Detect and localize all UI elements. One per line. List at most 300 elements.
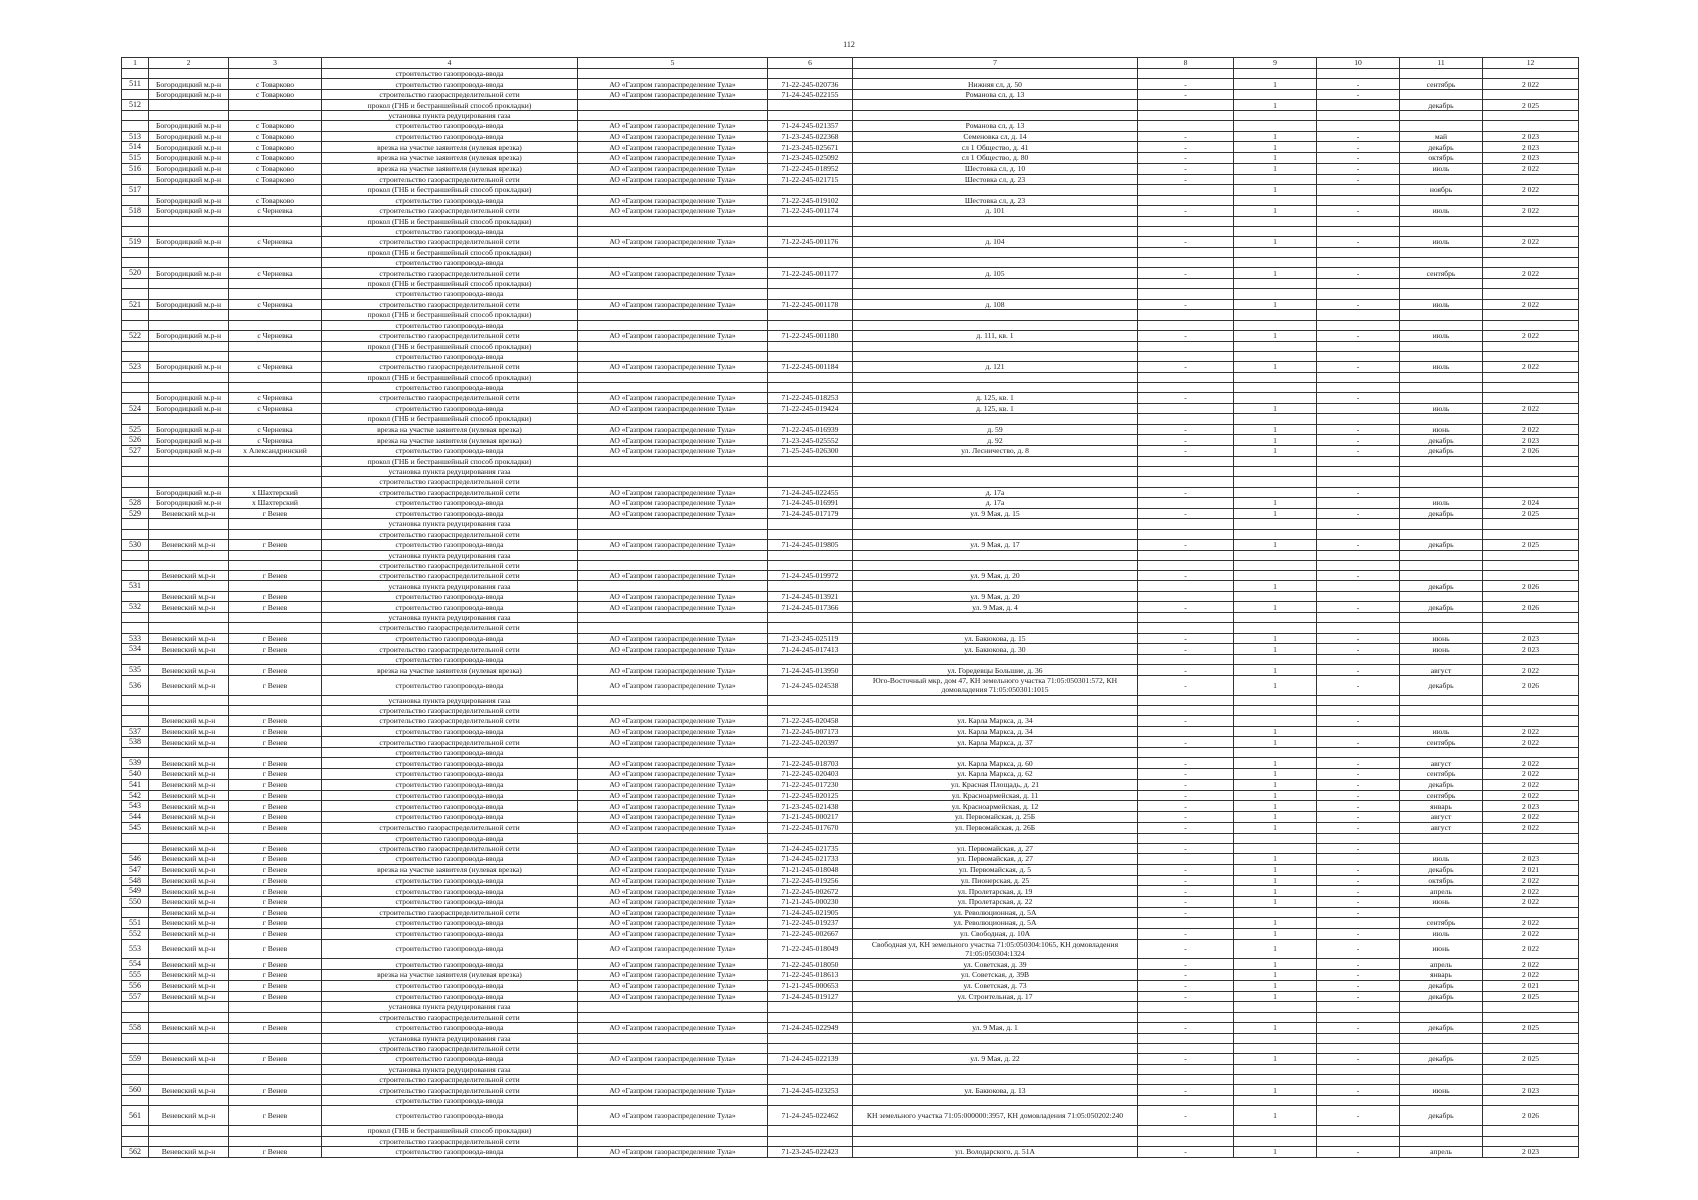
table-row — [122, 1064, 1579, 1074]
table-row — [122, 519, 1579, 529]
cell-col-6 — [768, 341, 853, 351]
cell-col-3 — [229, 1002, 322, 1012]
cell-col-7 — [853, 613, 1138, 623]
cell-col-8 — [1138, 529, 1234, 539]
cell-col-11 — [1400, 550, 1483, 560]
cell-col-2 — [149, 226, 229, 236]
cell-col-2: Веневский м.р-н — [149, 769, 229, 780]
table-row — [122, 928, 1579, 939]
cell-col-3: г Венев — [229, 918, 322, 929]
cell-col-2: Веневский м.р-н — [149, 801, 229, 812]
cell-col-2 — [149, 216, 229, 226]
cell-col-1: 519 — [122, 237, 149, 248]
cell-col-4: строительство газораспределительной сети — [322, 560, 578, 570]
cell-col-11: июль — [1400, 928, 1483, 939]
cell-col-1 — [122, 195, 149, 205]
table-row — [122, 163, 1579, 174]
cell-col-4: строительство газопровода-ввода — [322, 801, 578, 812]
cell-col-9 — [1234, 1043, 1317, 1053]
cell-col-5 — [578, 623, 768, 633]
table-row — [122, 320, 1579, 330]
cell-col-2: Богородицкий м.р-н — [149, 330, 229, 341]
cell-col-1 — [122, 383, 149, 393]
cell-col-10 — [1317, 320, 1400, 330]
table-row — [122, 467, 1579, 477]
cell-col-5: АО «Газпром газораспределение Тула» — [578, 864, 768, 875]
cell-col-10: - — [1317, 1085, 1400, 1096]
cell-col-9 — [1234, 1136, 1317, 1146]
cell-col-8 — [1138, 695, 1234, 705]
cell-col-4: строительство газопровода-ввода — [322, 1096, 578, 1106]
cell-col-7: д. 121 — [853, 362, 1138, 373]
cell-col-7: Шестовка сл, д. 23 — [853, 195, 1138, 205]
cell-col-7: д. 59 — [853, 424, 1138, 435]
cell-col-9 — [1234, 174, 1317, 184]
cell-col-3 — [229, 695, 322, 705]
cell-col-3: с Товарково — [229, 195, 322, 205]
cell-col-7: ул. Первомайская, д. 5 — [853, 864, 1138, 875]
cell-col-8: - — [1138, 602, 1234, 613]
cell-col-8 — [1138, 1043, 1234, 1053]
cell-col-8: - — [1138, 487, 1234, 497]
cell-col-2 — [149, 550, 229, 560]
cell-col-3: г Венев — [229, 970, 322, 981]
table-row — [122, 613, 1579, 623]
cell-col-3 — [229, 226, 322, 236]
cell-col-6 — [768, 1136, 853, 1146]
cell-col-8 — [1138, 1064, 1234, 1074]
cell-col-9 — [1234, 289, 1317, 299]
cell-col-12 — [1483, 174, 1579, 184]
cell-col-6: 71-23-245-021438 — [768, 801, 853, 812]
cell-col-11 — [1400, 351, 1483, 361]
cell-col-8: - — [1138, 571, 1234, 581]
cell-col-12: 2 026 — [1483, 446, 1579, 457]
cell-col-4: установка пункта редуцирования газа — [322, 111, 578, 121]
table-row — [122, 769, 1579, 780]
table-row — [122, 655, 1579, 665]
table-row — [122, 970, 1579, 981]
cell-col-9 — [1234, 748, 1317, 758]
cell-col-7 — [853, 623, 1138, 633]
cell-col-4: прокол (ГНБ и бестраншейный способ прокладки) — [322, 1126, 578, 1136]
cell-col-7: ул. Революционная, д. 5А — [853, 907, 1138, 917]
cell-col-4: строительство газопровода-ввода — [322, 1054, 578, 1065]
cell-col-2: Веневский м.р-н — [149, 970, 229, 981]
cell-col-11: декабрь — [1400, 446, 1483, 457]
cell-col-2: Веневский м.р-н — [149, 1146, 229, 1157]
cell-col-7: ул. 9 Мая, д. 1 — [853, 1022, 1138, 1033]
cell-col-11: январь — [1400, 801, 1483, 812]
cell-col-10 — [1317, 497, 1400, 508]
cell-col-4: строительство газопровода-ввода — [322, 258, 578, 268]
cell-col-3 — [229, 550, 322, 560]
cell-col-12: 2 022 — [1483, 928, 1579, 939]
cell-col-1 — [122, 456, 149, 466]
cell-col-8 — [1138, 351, 1234, 361]
cell-col-11: декабрь — [1400, 435, 1483, 446]
cell-col-9 — [1234, 1126, 1317, 1136]
cell-col-8 — [1138, 560, 1234, 570]
cell-col-8: - — [1138, 205, 1234, 216]
cell-col-11: июнь — [1400, 633, 1483, 644]
cell-col-7 — [853, 655, 1138, 665]
cell-col-7 — [853, 320, 1138, 330]
cell-col-5 — [578, 477, 768, 487]
cell-col-2: Веневский м.р-н — [149, 592, 229, 602]
cell-col-10: - — [1317, 1022, 1400, 1033]
cell-col-8: - — [1138, 779, 1234, 790]
cell-col-12 — [1483, 487, 1579, 497]
cell-col-10 — [1317, 1012, 1400, 1022]
cell-col-8 — [1138, 1012, 1234, 1022]
cell-col-5: АО «Газпром газораспределение Тула» — [578, 716, 768, 726]
cell-col-6 — [768, 1126, 853, 1136]
cell-col-10: - — [1317, 769, 1400, 780]
cell-col-1: 556 — [122, 980, 149, 991]
cell-col-12: 2 025 — [1483, 1022, 1579, 1033]
cell-col-9: 1 — [1234, 539, 1317, 550]
cell-col-12 — [1483, 1096, 1579, 1106]
table-row — [122, 216, 1579, 226]
cell-col-3: г Венев — [229, 676, 322, 696]
cell-col-12 — [1483, 289, 1579, 299]
cell-col-6: 71-22-245-018703 — [768, 758, 853, 769]
cell-col-2: Веневский м.р-н — [149, 918, 229, 929]
cell-col-5: АО «Газпром газораспределение Тула» — [578, 812, 768, 823]
cell-col-3 — [229, 1033, 322, 1043]
cell-col-2: Богородицкий м.р-н — [149, 79, 229, 90]
cell-col-2: Веневский м.р-н — [149, 980, 229, 991]
cell-col-7: ул. Красноармейская, д. 11 — [853, 790, 1138, 801]
cell-col-3 — [229, 1012, 322, 1022]
cell-col-4: прокол (ГНБ и бестраншейный способ прокладки) — [322, 456, 578, 466]
cell-col-9 — [1234, 592, 1317, 602]
cell-col-7: ул. Первомайская, д. 26Б — [853, 822, 1138, 833]
cell-col-2 — [149, 279, 229, 289]
cell-col-12 — [1483, 907, 1579, 917]
cell-col-3 — [229, 111, 322, 121]
cell-col-8 — [1138, 216, 1234, 226]
cell-col-3: г Венев — [229, 1054, 322, 1065]
cell-col-11: август — [1400, 665, 1483, 676]
cell-col-2 — [149, 351, 229, 361]
cell-col-11: июнь — [1400, 424, 1483, 435]
cell-col-9: 1 — [1234, 435, 1317, 446]
cell-col-4: строительство газораспределительной сети — [322, 487, 578, 497]
cell-col-8: - — [1138, 928, 1234, 939]
cell-col-7 — [853, 258, 1138, 268]
cell-col-6 — [768, 1033, 853, 1043]
cell-col-1 — [122, 706, 149, 716]
cell-col-11: декабрь — [1400, 864, 1483, 875]
cell-col-7: ул. Пролетарская, д. 19 — [853, 886, 1138, 897]
cell-col-2 — [149, 477, 229, 487]
cell-col-3: с Черневка — [229, 205, 322, 216]
cell-col-2: Веневский м.р-н — [149, 843, 229, 853]
cell-col-2 — [149, 1012, 229, 1022]
cell-col-8: - — [1138, 633, 1234, 644]
cell-col-12 — [1483, 279, 1579, 289]
cell-col-5: АО «Газпром газораспределение Тула» — [578, 299, 768, 310]
cell-col-7: д. 105 — [853, 268, 1138, 279]
cell-col-10: - — [1317, 299, 1400, 310]
cell-col-8 — [1138, 279, 1234, 289]
cell-col-7: ул. Советская, д. 39 — [853, 959, 1138, 970]
cell-col-4: строительство газопровода-ввода — [322, 633, 578, 644]
cell-col-8 — [1138, 706, 1234, 716]
cell-col-10 — [1317, 560, 1400, 570]
column-header-2: 2 — [149, 58, 229, 69]
cell-col-2: Веневский м.р-н — [149, 539, 229, 550]
cell-col-3 — [229, 655, 322, 665]
cell-col-2: Веневский м.р-н — [149, 864, 229, 875]
cell-col-5: АО «Газпром газораспределение Тула» — [578, 959, 768, 970]
cell-col-12: 2 022 — [1483, 726, 1579, 737]
cell-col-4: прокол (ГНБ и бестраншейный способ прокладки) — [322, 372, 578, 382]
cell-col-3 — [229, 529, 322, 539]
cell-col-9: 1 — [1234, 959, 1317, 970]
cell-col-7: Шестовка сл, д. 10 — [853, 163, 1138, 174]
cell-col-10 — [1317, 100, 1400, 111]
cell-col-6 — [768, 467, 853, 477]
cell-col-1: 559 — [122, 1054, 149, 1065]
cell-col-11 — [1400, 655, 1483, 665]
cell-col-9 — [1234, 487, 1317, 497]
cell-col-8 — [1138, 383, 1234, 393]
cell-col-2: Богородицкий м.р-н — [149, 435, 229, 446]
cell-col-10 — [1317, 655, 1400, 665]
cell-col-5: АО «Газпром газораспределение Тула» — [578, 121, 768, 131]
cell-col-1: 529 — [122, 508, 149, 519]
cell-col-12: 2 022 — [1483, 812, 1579, 823]
cell-col-9 — [1234, 1033, 1317, 1043]
cell-col-5: АО «Газпром газораспределение Тула» — [578, 393, 768, 403]
cell-col-5 — [578, 613, 768, 623]
cell-col-10: - — [1317, 875, 1400, 886]
cell-col-7: д. 111, кв. 1 — [853, 330, 1138, 341]
cell-col-3: г Венев — [229, 843, 322, 853]
column-header-10: 10 — [1317, 58, 1400, 69]
cell-col-2: Веневский м.р-н — [149, 644, 229, 655]
cell-col-2 — [149, 613, 229, 623]
cell-col-4: строительство газопровода-ввода — [322, 812, 578, 823]
table-row — [122, 195, 1579, 205]
cell-col-6 — [768, 519, 853, 529]
cell-col-5 — [578, 1002, 768, 1012]
cell-col-12 — [1483, 716, 1579, 726]
cell-col-6 — [768, 581, 853, 592]
cell-col-8: - — [1138, 90, 1234, 100]
cell-col-12 — [1483, 843, 1579, 853]
cell-col-7: ул. Володарского, д. 51А — [853, 1146, 1138, 1157]
cell-col-1: 517 — [122, 184, 149, 195]
cell-col-9 — [1234, 1096, 1317, 1106]
cell-col-5: АО «Газпром газораспределение Тула» — [578, 769, 768, 780]
cell-col-8: - — [1138, 822, 1234, 833]
table-row — [122, 581, 1579, 592]
cell-col-2: Богородицкий м.р-н — [149, 393, 229, 403]
cell-col-4: строительство газопровода-ввода — [322, 748, 578, 758]
cell-col-1 — [122, 467, 149, 477]
cell-col-7: ул. Строительная, д. 17 — [853, 991, 1138, 1002]
cell-col-4: строительство газораспределительной сети — [322, 1043, 578, 1053]
cell-col-8 — [1138, 195, 1234, 205]
cell-col-10 — [1317, 258, 1400, 268]
cell-col-3 — [229, 623, 322, 633]
table-row — [122, 1146, 1579, 1157]
cell-col-12: 2 023 — [1483, 131, 1579, 142]
cell-col-6: 71-24-245-022462 — [768, 1106, 853, 1126]
cell-col-4: строительство газопровода-ввода — [322, 875, 578, 886]
cell-col-6 — [768, 655, 853, 665]
cell-col-4: установка пункта редуцирования газа — [322, 581, 578, 592]
cell-col-5: АО «Газпром газораспределение Тула» — [578, 403, 768, 414]
cell-col-4: строительство газораспределительной сети — [322, 90, 578, 100]
cell-col-4: строительство газопровода-ввода — [322, 1106, 578, 1126]
cell-col-9 — [1234, 341, 1317, 351]
cell-col-3 — [229, 341, 322, 351]
cell-col-3 — [229, 1096, 322, 1106]
cell-col-4: строительство газопровода-ввода — [322, 1022, 578, 1033]
cell-col-11: май — [1400, 131, 1483, 142]
cell-col-4: врезка на участке заявителя (нулевая врезка) — [322, 864, 578, 875]
cell-col-8: - — [1138, 163, 1234, 174]
cell-col-10: - — [1317, 716, 1400, 726]
cell-col-8 — [1138, 1126, 1234, 1136]
cell-col-10: - — [1317, 991, 1400, 1002]
cell-col-1: 522 — [122, 330, 149, 341]
cell-col-2: Богородицкий м.р-н — [149, 121, 229, 131]
cell-col-11 — [1400, 216, 1483, 226]
table-row — [122, 980, 1579, 991]
table-row — [122, 602, 1579, 613]
cell-col-9: 1 — [1234, 779, 1317, 790]
cell-col-5 — [578, 383, 768, 393]
cell-col-6: 71-22-245-002667 — [768, 928, 853, 939]
cell-col-5: АО «Газпром газораспределение Тула» — [578, 633, 768, 644]
cell-col-11 — [1400, 456, 1483, 466]
cell-col-6: 71-24-245-017413 — [768, 644, 853, 655]
cell-col-8 — [1138, 289, 1234, 299]
cell-col-5 — [578, 320, 768, 330]
cell-col-6: 71-22-245-001177 — [768, 268, 853, 279]
cell-col-12: 2 022 — [1483, 184, 1579, 195]
cell-col-11: декабрь — [1400, 539, 1483, 550]
table-row — [122, 508, 1579, 519]
cell-col-12 — [1483, 560, 1579, 570]
cell-col-2: Богородицкий м.р-н — [149, 299, 229, 310]
cell-col-8 — [1138, 467, 1234, 477]
cell-col-1: 511 — [122, 79, 149, 90]
table-row — [122, 716, 1579, 726]
cell-col-9: 1 — [1234, 100, 1317, 111]
cell-col-5 — [578, 1075, 768, 1085]
table-row — [122, 279, 1579, 289]
cell-col-5: АО «Газпром газораспределение Тула» — [578, 737, 768, 748]
cell-col-1: 546 — [122, 854, 149, 865]
cell-col-11 — [1400, 383, 1483, 393]
cell-col-4: строительство газопровода-ввода — [322, 131, 578, 142]
cell-col-11: сентябрь — [1400, 737, 1483, 748]
cell-col-6: 71-24-245-022139 — [768, 1054, 853, 1065]
table-row — [122, 539, 1579, 550]
cell-col-7 — [853, 456, 1138, 466]
table-row — [122, 456, 1579, 466]
cell-col-4: врезка на участке заявителя (нулевая врезка) — [322, 665, 578, 676]
cell-col-4: строительство газопровода-ввода — [322, 69, 578, 79]
cell-col-3: г Венев — [229, 822, 322, 833]
table-row — [122, 237, 1579, 248]
cell-col-2 — [149, 320, 229, 330]
cell-col-2: Веневский м.р-н — [149, 886, 229, 897]
table-body — [122, 69, 1579, 1158]
cell-col-6: 71-22-245-019102 — [768, 195, 853, 205]
cell-col-8 — [1138, 854, 1234, 865]
cell-col-3: г Венев — [229, 592, 322, 602]
cell-col-12: 2 023 — [1483, 1146, 1579, 1157]
page-number: 112 — [843, 40, 855, 49]
cell-col-3 — [229, 258, 322, 268]
cell-col-5: АО «Газпром газораспределение Тула» — [578, 875, 768, 886]
cell-col-11 — [1400, 289, 1483, 299]
cell-col-7: ул. Карла Маркса, д. 62 — [853, 769, 1138, 780]
cell-col-4: строительство газопровода-ввода — [322, 446, 578, 457]
cell-col-8: - — [1138, 1106, 1234, 1126]
cell-col-1: 523 — [122, 362, 149, 373]
cell-col-5: АО «Газпром газораспределение Тула» — [578, 980, 768, 991]
cell-col-11 — [1400, 341, 1483, 351]
cell-col-2 — [149, 1064, 229, 1074]
table-row — [122, 310, 1579, 320]
cell-col-9 — [1234, 383, 1317, 393]
cell-col-2: Богородицкий м.р-н — [149, 403, 229, 414]
cell-col-11: июль — [1400, 403, 1483, 414]
table-row — [122, 1043, 1579, 1053]
cell-col-9: 1 — [1234, 1146, 1317, 1157]
cell-col-4: строительство газораспределительной сети — [322, 907, 578, 917]
cell-col-8 — [1138, 592, 1234, 602]
cell-col-6 — [768, 351, 853, 361]
cell-col-7: ул. 9 Мая, д. 20 — [853, 571, 1138, 581]
cell-col-9 — [1234, 550, 1317, 560]
cell-col-7 — [853, 310, 1138, 320]
cell-col-6: 71-22-245-001184 — [768, 362, 853, 373]
table-row — [122, 801, 1579, 812]
cell-col-4: установка пункта редуцирования газа — [322, 1002, 578, 1012]
cell-col-4: прокол (ГНБ и бестраншейный способ прокладки) — [322, 341, 578, 351]
cell-col-1 — [122, 1096, 149, 1106]
cell-col-1: 512 — [122, 100, 149, 111]
column-header-1: 1 — [122, 58, 149, 69]
cell-col-10 — [1317, 695, 1400, 705]
cell-col-1: 538 — [122, 737, 149, 748]
cell-col-6: 71-24-245-019972 — [768, 571, 853, 581]
cell-col-5 — [578, 467, 768, 477]
cell-col-3 — [229, 560, 322, 570]
cell-col-8: - — [1138, 970, 1234, 981]
cell-col-8 — [1138, 613, 1234, 623]
cell-col-2: Веневский м.р-н — [149, 571, 229, 581]
cell-col-6 — [768, 372, 853, 382]
cell-col-7: Шестовка сл, д. 23 — [853, 174, 1138, 184]
cell-col-5: АО «Газпром газораспределение Тула» — [578, 174, 768, 184]
cell-col-1 — [122, 320, 149, 330]
cell-col-12: 2 026 — [1483, 676, 1579, 696]
cell-col-1: 526 — [122, 435, 149, 446]
cell-col-2: Веневский м.р-н — [149, 779, 229, 790]
cell-col-9: 1 — [1234, 205, 1317, 216]
